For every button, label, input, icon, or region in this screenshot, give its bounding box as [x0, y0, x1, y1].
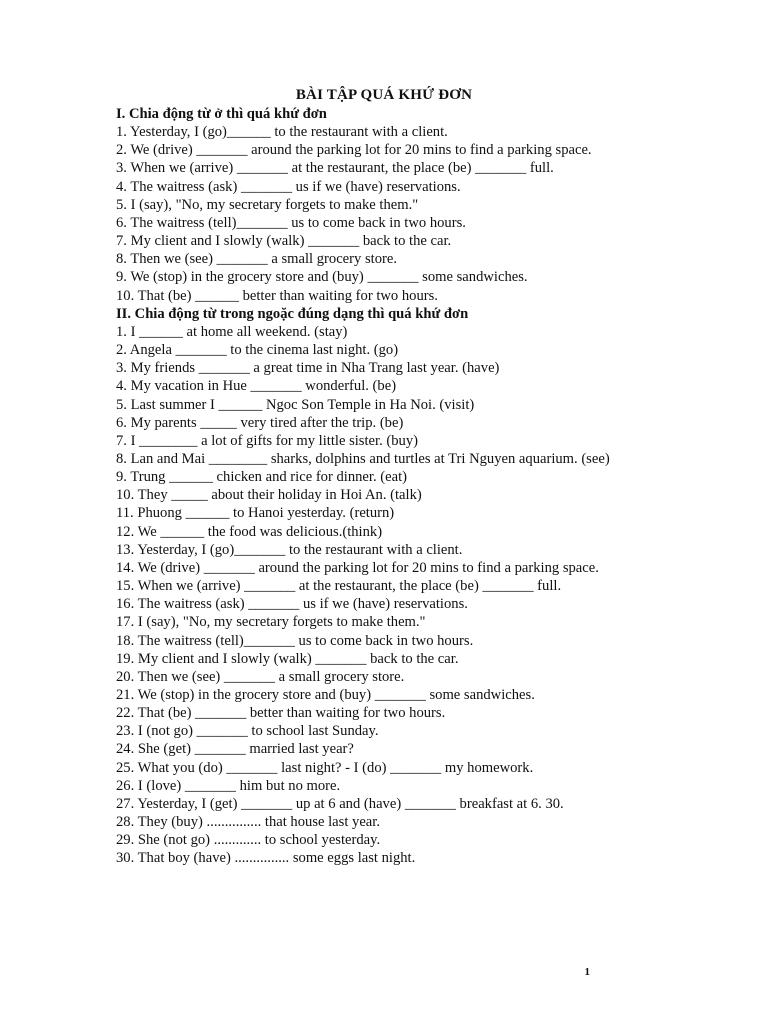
exercise-item: 4. The waitress (ask) _______ us if we (have) reservations. [116, 178, 461, 195]
exercise-item: 17. I (say), "No, my secretary forgets to make them." [116, 614, 426, 631]
exercise-item: 30. That boy (have) ............... some eggs last night. [116, 850, 416, 867]
exercise-item: 8. Then we (see) _______ a small grocery store. [116, 251, 397, 268]
exercise-item: 5. I (say), "No, my secretary forgets to make them." [116, 196, 419, 213]
exercise-item: 22. That (be) _______ better than waiting for two hours. [116, 705, 446, 722]
exercise-item: 2. We (drive) _______ around the parking lot for 20 mins to find a parking space. [116, 142, 592, 159]
exercise-item: 27. Yesterday, I (get) _______ up at 6 and (have) _______ breakfast at 6. 30. [116, 795, 564, 812]
exercise-item: 6. The waitress (tell)_______ us to come back in two hours. [116, 214, 466, 231]
section-1-list [116, 123, 646, 305]
exercise-item: 13. Yesterday, I (go)_______ to the restaurant with a client. [116, 541, 463, 558]
exercise-item: 21. We (stop) in the grocery store and (buy) _______ some sandwiches. [116, 687, 535, 703]
exercise-item: 18. The waitress (tell)_______ us to come back in two hours. [116, 632, 474, 649]
exercise-item: 3. When we (arrive) _______ at the restaurant, the place (be) _______ full. [116, 160, 554, 177]
exercise-item: 1. Yesterday, I (go)______ to the restaurant with a client. [116, 124, 448, 141]
exercise-item: 7. My client and I slowly (walk) _______ back to the car. [116, 233, 452, 250]
exercise-item: 25. What you (do) _______ last night? - I (do) _______ my homework. [116, 759, 534, 776]
exercise-item: 28. They (buy) ............... that house last year. [116, 814, 380, 831]
exercise-item: 1. I ______ at home all weekend. (stay) [116, 323, 348, 340]
exercise-item: 4. My vacation in Hue _______ wonderful. (be) [116, 378, 397, 395]
exercise-item: 20. Then we (see) _______ a small grocery store. [116, 668, 405, 685]
exercise-item: 19. My client and I slowly (walk) _______ back to the car. [116, 650, 459, 667]
exercise-item: 10. They _____ about their holiday in Hoi An. (talk) [116, 487, 422, 504]
exercise-item: 11. Phuong ______ to Hanoi yesterday. (return) [116, 505, 395, 522]
section-2-list [116, 323, 646, 868]
section-2-heading: II. Chia động từ trong ngoặc đúng dạng thì quá khứ đơn [116, 305, 469, 322]
worksheet-content [116, 105, 646, 868]
exercise-item: 3. My friends _______ a great time in Nha Trang last year. (have) [116, 360, 500, 377]
page-number: 1 [584, 966, 590, 978]
section-1-heading: I. Chia động từ ở thì quá khứ đơn [116, 106, 327, 122]
exercise-item: 15. When we (arrive) _______ at the restaurant, the place (be) _______ full. [116, 578, 562, 595]
exercise-item: 7. I ________ a lot of gifts for my little sister. (buy) [116, 432, 418, 449]
exercise-item: 5. Last summer I ______ Ngoc Son Temple in Ha Noi. (visit) [116, 396, 475, 413]
exercise-item: 24. She (get) _______ married last year? [116, 741, 354, 758]
exercise-item: 29. She (not go) ............. to school yesterday. [116, 832, 381, 849]
exercise-item: 14. We (drive) _______ around the parking lot for 20 mins to find a parking space. [116, 559, 599, 576]
exercise-item: 16. The waitress (ask) _______ us if we (have) reservations. [116, 596, 468, 613]
exercise-item: 26. I (love) _______ him but no more. [116, 777, 341, 794]
exercise-item: 6. My parents _____ very tired after the trip. (be) [116, 414, 404, 431]
page-title: BÀI TẬP QUÁ KHỨ ĐƠN [295, 87, 473, 103]
exercise-item: 10. That (be) ______ better than waiting for two hours. [116, 287, 438, 304]
exercise-item: 8. Lan and Mai ________ sharks, dolphins and turtles at Tri Nguyen aquarium. (see) [116, 450, 610, 467]
exercise-item: 23. I (not go) _______ to school last Sunday. [116, 723, 379, 740]
exercise-item: 12. We ______ the food was delicious.(think) [116, 523, 383, 540]
exercise-item: 9. Trung ______ chicken and rice for dinner. (eat) [116, 469, 407, 486]
exercise-item: 2. Angela _______ to the cinema last night. (go) [116, 342, 399, 359]
exercise-item: 9. We (stop) in the grocery store and (buy) _______ some sandwiches. [116, 269, 528, 286]
